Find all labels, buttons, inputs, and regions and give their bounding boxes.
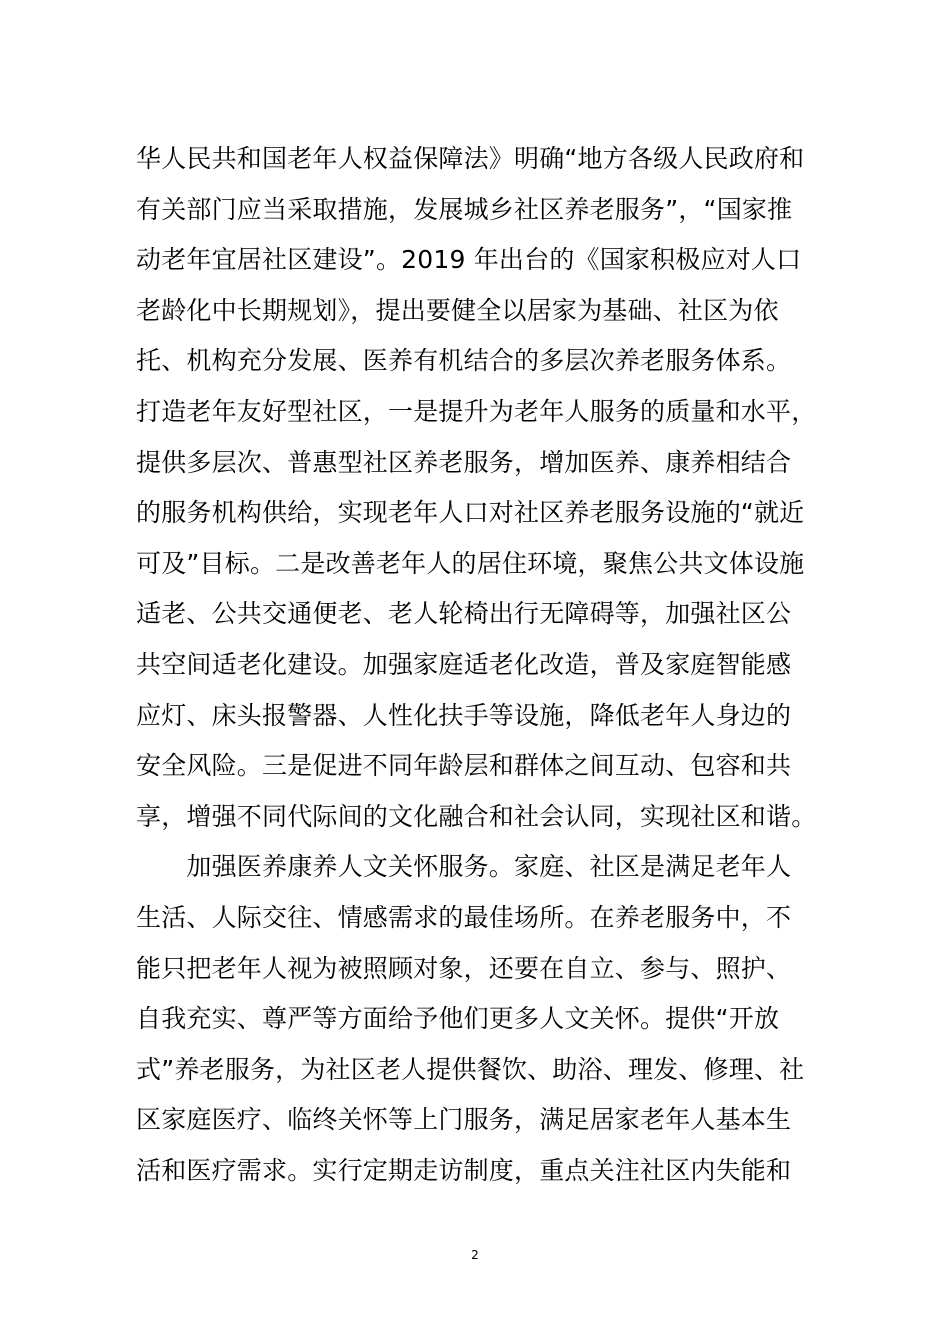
text-line: 适老、公共交通便老、老人轮椅出行无障碍等，加强社区公 [136, 599, 792, 629]
body-text [136, 134, 836, 1196]
page-number: 2 [471, 1248, 479, 1262]
text-line: 享，增强不同代际间的文化融合和社会认同，实现社区和谐。 [136, 801, 817, 831]
text-line: 共空间适老化建设。加强家庭适老化改造，普及家庭智能感 [136, 649, 792, 679]
text-line: 有关部门应当采取措施，发展城乡社区养老服务”，“国家推 [136, 194, 793, 224]
text-line: 活和医疗需求。实行定期走访制度，重点关注社区内失能和 [136, 1155, 792, 1185]
text-line: 能只把老年人视为被照顾对象，还要在自立、参与、照护、 [136, 953, 792, 983]
text-line: 提供多层次、普惠型社区养老服务，增加医养、康养相结合 [136, 447, 792, 477]
text-line: 托、机构充分发展、医养有机结合的多层次养老服务体系。 [136, 346, 792, 376]
text-line: 可及”目标。二是改善老年人的居住环境，聚焦公共文体设施 [136, 548, 805, 578]
text-line: 自我充实、尊严等方面给予他们更多人文关怀。提供“开放 [136, 1004, 780, 1034]
text-line: 式”养老服务，为社区老人提供餐饮、助浴、理发、修理、社 [136, 1054, 805, 1084]
text-line: 华人民共和国老年人权益保障法》明确“地方各级人民政府和 [136, 144, 805, 173]
text-line: 打造老年友好型社区，一是提升为老年人服务的质量和水平， [136, 396, 817, 426]
text-line: 应灯、床头报警器、人性化扶手等设施，降低老年人身边的 [136, 700, 792, 730]
text-line: 生活、人际交往、情感需求的最佳场所。在养老服务中，不 [136, 902, 792, 932]
text-line: 动老年宜居社区建设”。2019 年出台的《国家积极应对人口 [136, 245, 802, 275]
text-line: 加强医养康养人文关怀服务。家庭、社区是满足老年人 [136, 852, 792, 882]
text-line: 安全风险。三是促进不同年龄层和群体之间互动、包容和共 [136, 751, 792, 781]
text-line: 老龄化中长期规划》，提出要健全以居家为基础、社区为依 [136, 295, 779, 325]
text-line: 区家庭医疗、临终关怀等上门服务，满足居家老年人基本生 [136, 1105, 792, 1135]
text-line: 的服务机构供给，实现老年人口对社区养老服务设施的“就近 [136, 498, 805, 528]
